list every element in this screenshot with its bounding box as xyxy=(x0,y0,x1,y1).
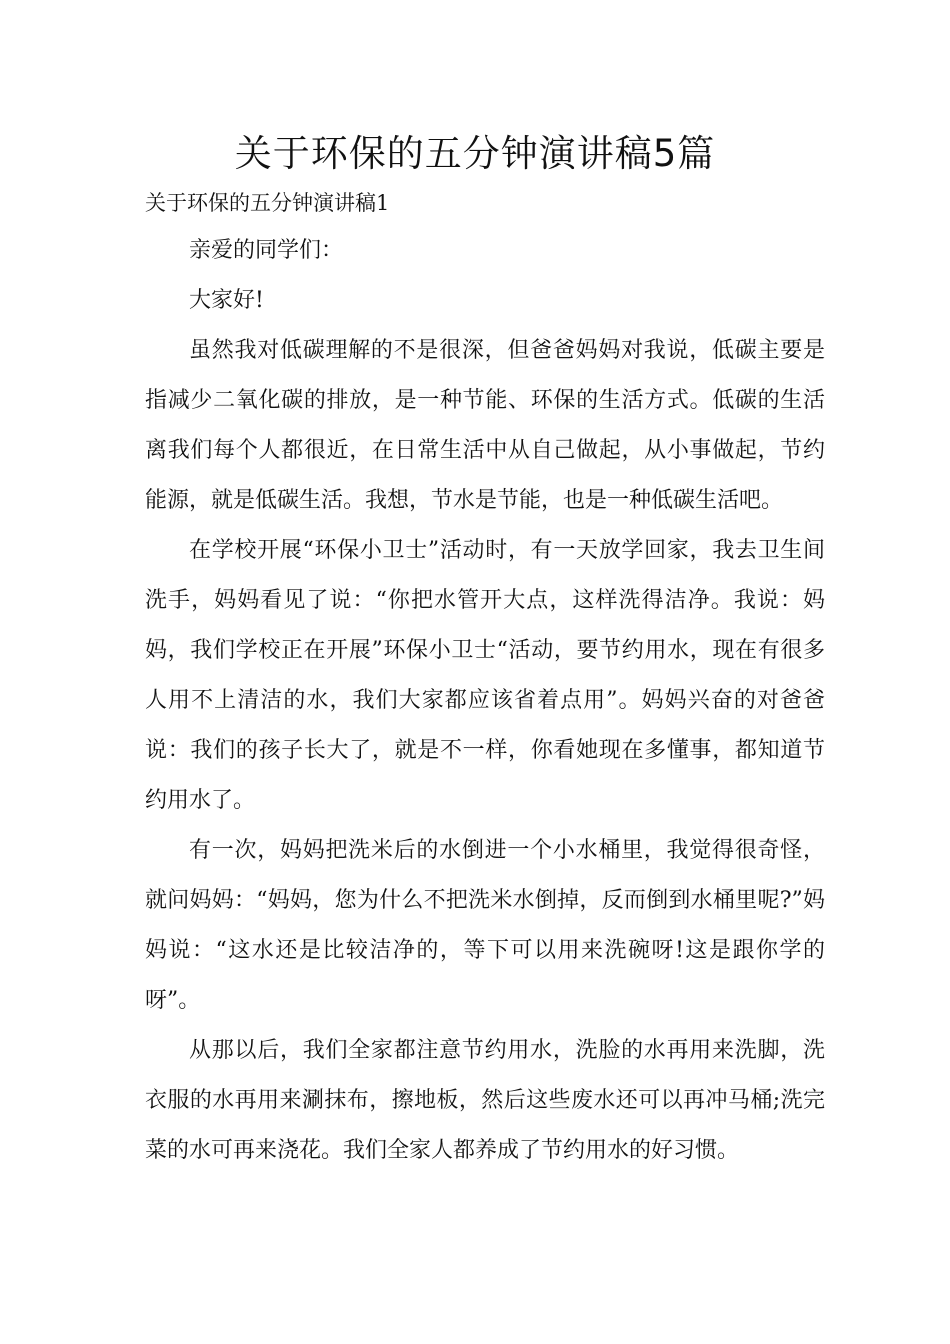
paragraph-low-carbon: 虽然我对低碳理解的不是很深，但爸爸妈妈对我说，低碳主要是指减少二氧化碳的排放，是一种节能、环保的生活方式。低碳的生活离我们每个人都很近，在日常生活中从自己做起，从小事做起，节约能源，就是低碳生活。我想，节水是节能，也是一种低碳生活吧。 xyxy=(145,338,825,513)
paragraph-family-habit: 从那以后，我们全家都注意节约用水，洗脸的水再用来洗脚，洗衣服的水再用来涮抹布，擦地板，然后这些废水还可以再冲马桶;洗完菜的水可再来浇花。我们全家人都养成了节约用水的好习惯。 xyxy=(145,1038,825,1163)
document-body xyxy=(145,180,825,1176)
section-heading: 关于环保的五分钟演讲稿1 xyxy=(145,191,390,215)
paragraph-salutation: 大家好! xyxy=(189,288,264,313)
document-title: 关于环保的五分钟演讲稿5篇 xyxy=(234,132,716,175)
paragraph-rice-water: 有一次，妈妈把洗米后的水倒进一个小水桶里，我觉得很奇怪，就问妈妈：“妈妈，您为什么不把洗米水倒掉，反而倒到水桶里呢?”妈妈说：“这水还是比较洁净的，等下可以用来洗碗呀!这是跟你学的呀”。 xyxy=(145,838,825,1013)
paragraph-school-activity: 在学校开展“环保小卫士”活动时，有一天放学回家，我去卫生间洗手，妈妈看见了说：“你把水管开大点，这样洗得洁净。我说：妈妈，我们学校正在开展”环保小卫士“活动，要节约用水，现在有很多人用不上清洁的水，我们大家都应该省着点用”。妈妈兴奋的对爸爸说：我们的孩子长大了，就是不一样，你看她现在多懂事，都知道节约用水了。 xyxy=(145,538,825,813)
paragraph-greeting: 亲爱的同学们： xyxy=(189,238,344,263)
